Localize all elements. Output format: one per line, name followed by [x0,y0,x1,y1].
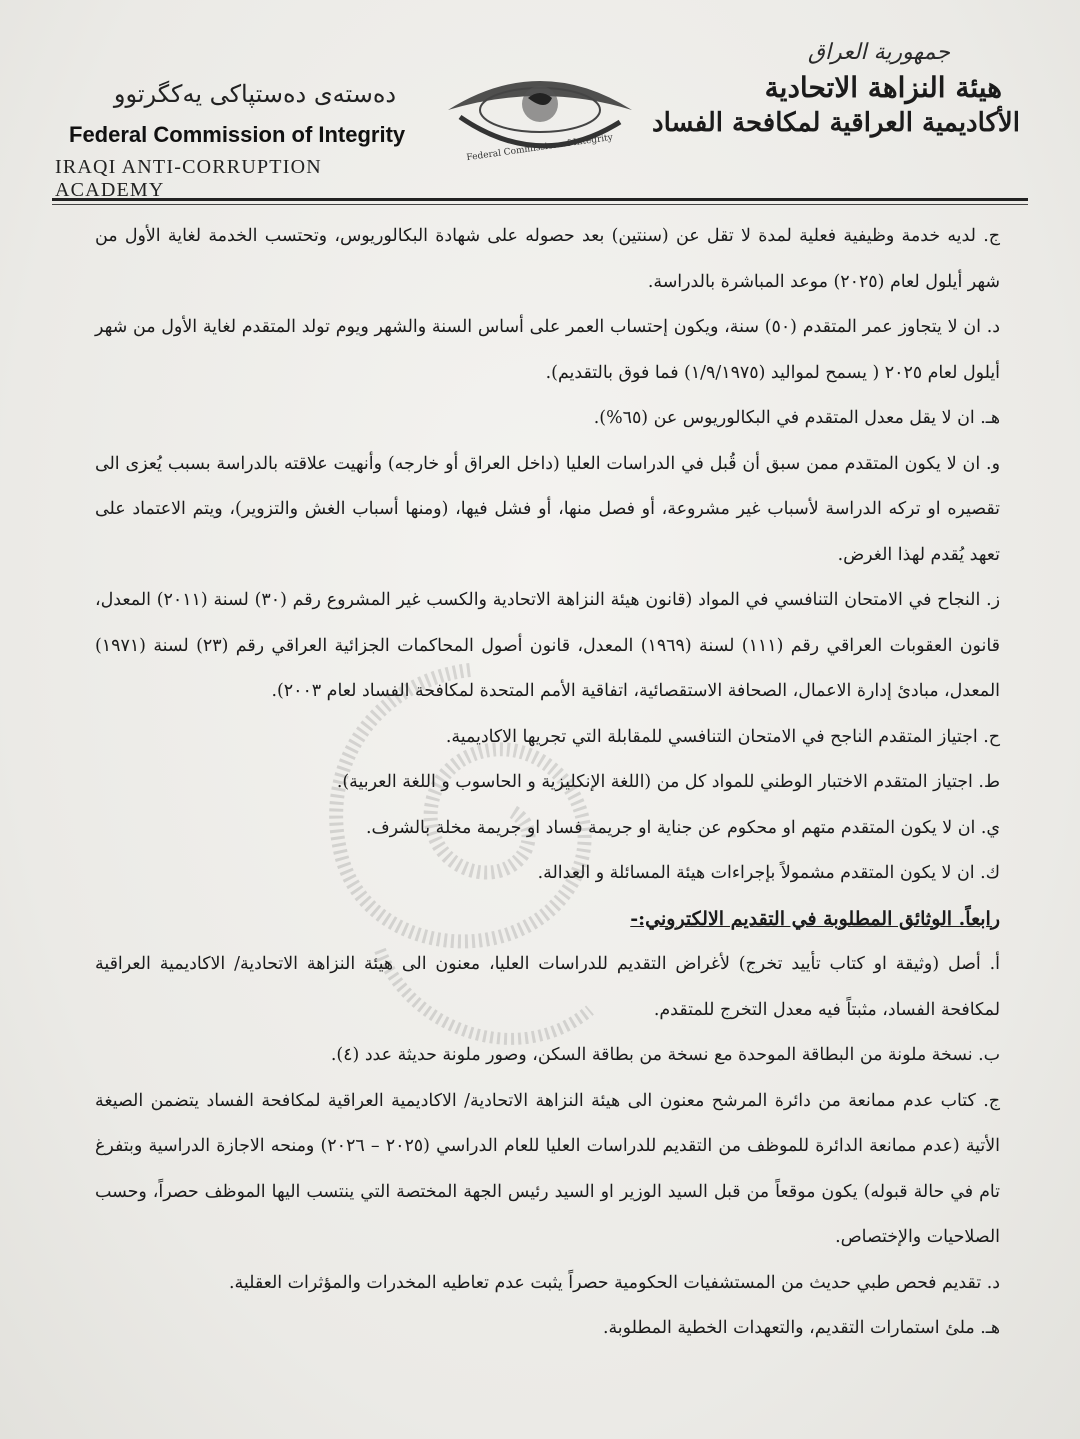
condition-jeem: ج. لديه خدمة وظيفية فعلية لمدة لا تقل عن (سنتين) بعد حصوله على شهادة البكالوريوس، وتحتسب الخدمة لغاية الأول من شهر أيلول لعام (٢٠٢٥) موعد المباشرة بالدراسة. [95,226,1000,292]
academy-arabic: الأكاديمية العراقية لمكافحة الفساد [652,108,1020,138]
logo-caption: Federal Commission of Integrity [465,132,614,164]
condition-ta: ط. اجتياز المتقدم الاختبار الوطني للمواد كل من (اللغة الإنكليزية و الحاسوب و اللغة العربية). [336,772,1000,792]
condition-waw: و. ان لا يكون المتقدم ممن سبق أن قُبل في الدراسات العليا (داخل العراق أو خارجه) وأنهيت علاقته بالدراسة بسبب يُعزى الى تقصيره او تركه الدراسة لأسباب غير مشروعة، أو فصل منها، أو فشل فيها، (ومنها أسباب الغش والتزوير)، ويتم الاعتماد على تعهد يُقدم لهذا الغرض. [95,453,1000,565]
kurdish-title: دەستەی دەستپاکی یەکگرتوو [113,80,397,108]
condition-ha2: ح. اجتياز المتقدم الناجح في الامتحان التنافسي للمقابلة التي تجريها الاكاديمية. [445,726,1000,747]
document-ha: هـ. ملئ استمارات التقديم، والتعهدات الخطية المطلوبة. [602,1318,1000,1338]
condition-kaf: ك. ان لا يكون المتقدم مشمولاً بإجراءات هيئة المسائلة و العدالة. [537,863,1000,883]
academy-english: IRAQI ANTI-CORRUPTION ACADEMY [55,156,322,201]
section-heading: رابعاً. الوثائق المطلوبة في التقديم الالكتروني:- [630,907,1000,930]
document-ba: ب. نسخة ملونة من البطاقة الموحدة مع نسخة من بطاقة السكن، وصور ملونة حديثة عدد (٤). [330,1045,1000,1065]
commission-arabic: هيئة النزاهة الاتحادية [764,71,1002,104]
condition-zay: ز. النجاح في الامتحان التنافسي في المواد (قانون هيئة النزاهة الاتحادية والكسب غير المشروع رقم (٣٠) لسنة (٢٠١١) المعدل، قانون العقوبات العراقي رقم (١١١) لسنة (١٩٦٩) المعدل، قانون أصول المحاكمات الجزائية العراقي رقم (٢٣) لسنة (١٩٧١) المعدل، مبادئ إدارة الاعمال، الصحافة الاستقصائية، اتفاقية الأمم المتحدة لمكافحة الفساد لعام ٢٠٠٣). [95,590,1001,701]
condition-ha: هـ. ان لا يقل معدل المتقدم في البكالوريوس عن (٦٥%). [593,408,1000,428]
header-right [650,40,1020,138]
republic-title: جمهورية العراق [807,40,950,65]
header-left [55,80,425,202]
eye-logo-icon [440,62,640,172]
commission-english: Federal Commission of Integrity [69,122,406,147]
document-dal: د. تقديم فحص طبي حديث من المستشفيات الحكومية حصراً يثبت عدم تعاطيه المخدرات والمؤثرات العقلية. [228,1272,1000,1293]
document-alif: أ. أصل (وثيقة او كتاب تأييد تخرج) لأغراض التقديم للدراسات العليا، معنون الى هيئة النزاهة الاتحادية/ الاكاديمية العراقية لمكافحة الفساد، مثبتاً فيه معدل التخرج للمتقدم. [95,954,1000,1020]
document-jeem: ج. كتاب عدم ممانعة من دائرة المرشح معنون الى هيئة النزاهة الاتحادية/ الاكاديمية العراقية لمكافحة الفساد يتضمن الصيغة الأتية (عدم ممانعة الدائرة للموظف من التقديم للدراسات العليا للعام الدراسي (٢٠٢٥ – ٢٠٢٦) ومنحه الاجازة الدراسية وبتفرغ تام في حالة قبوله) يكون موقعاً من قبل السيد الوزير او السيد رئيس الجهة المختصة التي ينتسب اليها الموظف حصراً، وحسب الصلاحيات والإختصاص. [95,1090,1000,1247]
document-body [95,214,1000,1352]
condition-ya: ي. ان لا يكون المتقدم متهم او محكوم عن جناية او جريمة فساد او جريمة مخلة بالشرف. [366,817,1000,838]
header-divider-thin [52,204,1028,205]
condition-dal: د. ان لا يتجاوز عمر المتقدم (٥٠) سنة، ويكون إحتساب العمر على أساس السنة والشهر ويوم تولد المتقدم لغاية الأول من شهر أيلول لعام ٢٠٢٥ ( يسمح لمواليد (١/٩/١٩٧٥) فما فوق بالتقديم). [95,317,1000,383]
header-divider [52,198,1028,201]
